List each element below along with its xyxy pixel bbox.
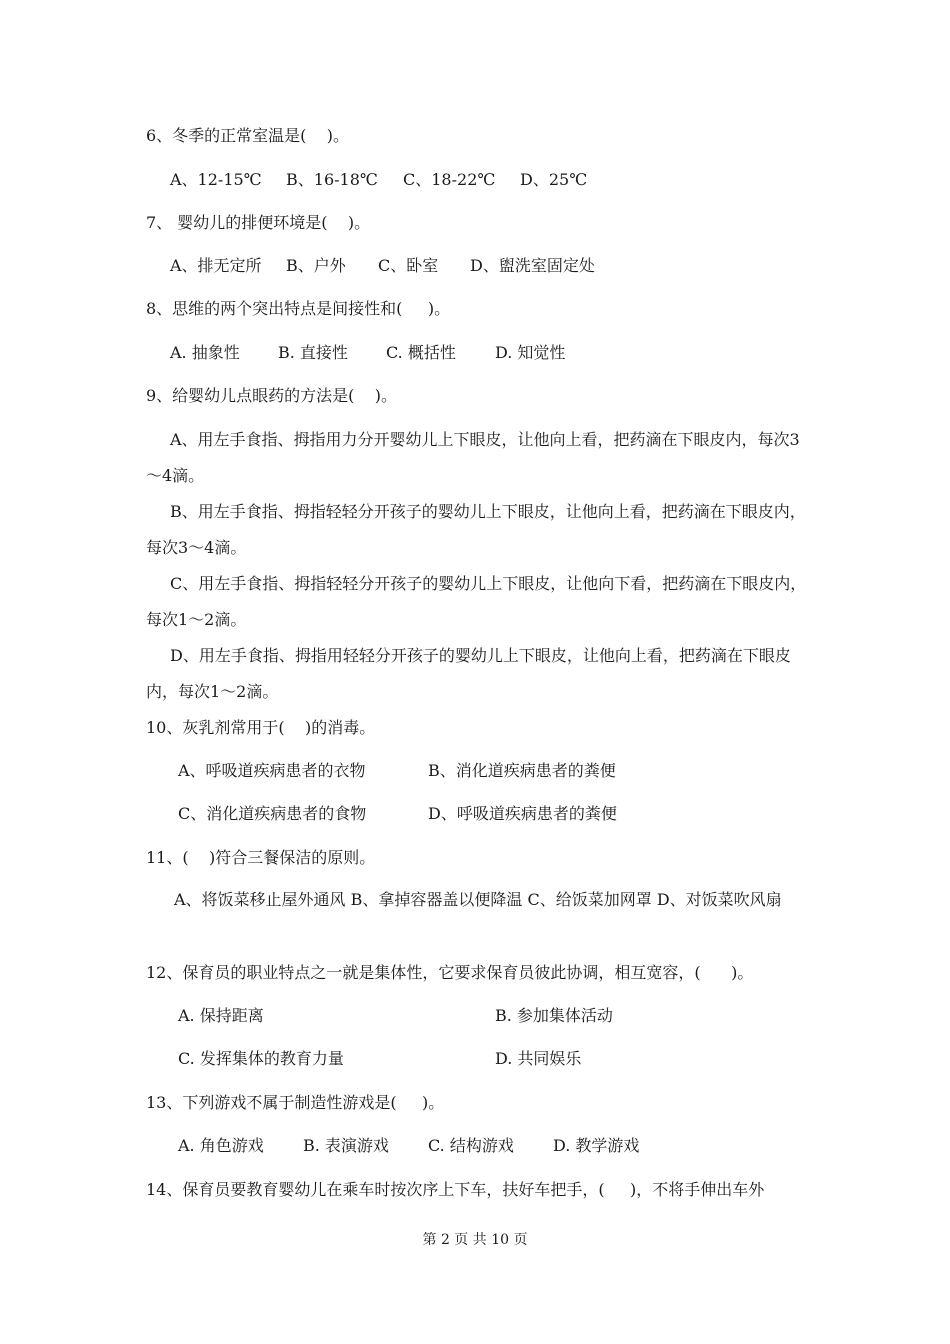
question-8-option-a: A. 抽象性 bbox=[170, 343, 240, 362]
question-6-option-c: C、18-22℃ bbox=[403, 170, 496, 189]
question-14-stem: 14、保育员要教育婴幼儿在乘车时按次序上下车，扶好车把手，( )，不将手伸出车外 bbox=[146, 1180, 765, 1199]
question-10-option-c: C、消化道疾病患者的食物 bbox=[178, 804, 367, 823]
question-6-option-a: A、12-15℃ bbox=[170, 170, 262, 189]
question-11-stem: 11、( )符合三餐保洁的原则。 bbox=[146, 848, 376, 867]
question-13-option-d: D. 教学游戏 bbox=[553, 1136, 640, 1155]
question-12-stem: 12、保育员的职业特点之一就是集体性，它要求保育员彼此协调，相互宽容，( )。 bbox=[146, 963, 754, 982]
question-7-option-b: B、户外 bbox=[286, 256, 346, 275]
question-10-option-b: B、消化道疾病患者的粪便 bbox=[428, 761, 616, 780]
question-7-stem: 7、 婴幼儿的排便环境是( )。 bbox=[146, 213, 371, 232]
question-6-option-d: D、25℃ bbox=[520, 170, 588, 189]
question-12-option-d: D. 共同娱乐 bbox=[495, 1049, 582, 1068]
question-9-option-b: B、用左手食指、拇指轻轻分开孩子的婴幼儿上下眼皮，让他向上看，把药滴在下眼皮内，每次3～4滴。 bbox=[146, 502, 806, 557]
question-12-option-b: B. 参加集体活动 bbox=[495, 1006, 613, 1025]
question-7-option-c: C、卧室 bbox=[378, 256, 439, 275]
question-9-option-a: A、用左手食指、拇指用力分开婴幼儿上下眼皮，让他向上看，把药滴在下眼皮内，每次3～4滴。 bbox=[146, 430, 800, 485]
question-8-option-c: C. 概括性 bbox=[386, 343, 456, 362]
question-10-option-a: A、呼吸道疾病患者的衣物 bbox=[178, 761, 366, 780]
question-9-option-d: D、用左手食指、拇指用轻轻分开孩子的婴幼儿上下眼皮，让他向上看，把药滴在下眼皮内，每次1～2滴。 bbox=[146, 646, 791, 701]
page-footer: 第 2 页 共 10 页 bbox=[422, 1232, 528, 1248]
question-10-stem: 10、灰乳剂常用于( )的消毒。 bbox=[146, 718, 376, 737]
question-12-option-c: C. 发挥集体的教育力量 bbox=[178, 1049, 344, 1068]
question-11-options: A、将饭菜移止屋外通风 B、拿掉容器盖以便降温 C、给饭菜加网罩 D、对饭菜吹风扇 bbox=[174, 890, 782, 909]
question-9-stem: 9、给婴幼儿点眼药的方法是( )。 bbox=[146, 386, 398, 405]
question-13-option-c: C. 结构游戏 bbox=[428, 1136, 514, 1155]
question-12-option-a: A. 保持距离 bbox=[178, 1006, 264, 1025]
question-9-option-c: C、用左手食指、拇指轻轻分开孩子的婴幼儿上下眼皮，让他向下看，把药滴在下眼皮内，每次1～2滴。 bbox=[146, 574, 807, 629]
question-13-stem: 13、下列游戏不属于制造性游戏是( )。 bbox=[146, 1093, 445, 1112]
question-8-stem: 8、思维的两个突出特点是间接性和( )。 bbox=[146, 299, 451, 318]
question-13-option-b: B. 表演游戏 bbox=[303, 1136, 389, 1155]
question-10-option-d: D、呼吸道疾病患者的粪便 bbox=[428, 804, 617, 823]
question-13-option-a: A. 角色游戏 bbox=[178, 1136, 264, 1155]
question-6-option-b: B、16-18℃ bbox=[286, 170, 378, 189]
question-7-option-a: A、排无定所 bbox=[170, 256, 262, 275]
question-8-option-b: B. 直接性 bbox=[278, 343, 348, 362]
question-7-option-d: D、盥洗室固定处 bbox=[470, 256, 595, 275]
question-6-stem: 6、冬季的正常室温是( )。 bbox=[146, 126, 350, 145]
question-8-option-d: D. 知觉性 bbox=[495, 343, 566, 362]
